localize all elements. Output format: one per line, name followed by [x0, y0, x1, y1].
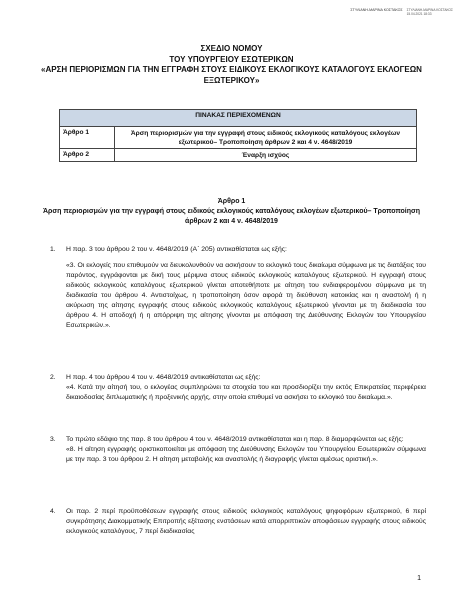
signer-name: ΣΤΥΛΙΑΝΗ-ΜΑΡΙΝΑ ΚΟΣΤΑΚΟΣ — [350, 8, 403, 12]
item-number: 4. — [50, 508, 56, 515]
item-number: 2. — [50, 374, 56, 381]
signer-name: ΣΤΥΛΙΑΝΗ-ΜΑΡΙΝΑ ΚΟΣΤΑΚΟΣ — [406, 8, 453, 12]
toc-heading: ΠΙΝΑΚΑΣ ΠΕΡΙΕΧΟΜΕΝΩΝ — [60, 110, 417, 127]
toc-description: Έναρξη ισχύος — [115, 149, 417, 162]
article-label: Άρθρο 1 — [217, 198, 246, 205]
toc-article: Άρθρο 2 — [60, 149, 115, 162]
document-header — [40, 44, 423, 86]
list-item — [50, 435, 426, 465]
signature-left — [350, 8, 402, 16]
digital-signature — [350, 8, 453, 16]
title-draft-law: ΣΧΕΔΙΟ ΝΟΜΟΥ — [200, 44, 263, 53]
page-number: 1 — [417, 575, 421, 582]
title-ministry: ΤΟΥ ΥΠΟΥΡΓΕΙΟΥ ΕΣΩΤΕΡΙΚΩΝ — [169, 54, 294, 64]
list-item — [50, 245, 426, 331]
item-number: 1. — [50, 246, 56, 253]
toc-article: Άρθρο 1 — [60, 127, 115, 149]
table-of-contents — [59, 109, 417, 162]
article-title: Άρση περιορισμών για την εγγραφή στους ειδικούς εκλογικούς καταλόγους εκλογέων εξωτερικού– Τροποποίηση άρθρων 2 και 4 ν. 4648/2019 — [42, 208, 421, 225]
title-subject: «ΑΡΣΗ ΠΕΡΙΟΡΙΣΜΩΝ ΓΙΑ ΤΗΝ ΕΓΓΡΑΦΗ ΣΤΟΥΣ ΕΙΔΙΚΟΥΣ ΕΚΛΟΓΙΚΟΥΣ ΚΑΤΑΛΟΓΟΥΣ ΕΚΛΟΓΕΩΝ ΕΞΩΤΕΡΙΚΟΥ» — [41, 65, 422, 85]
item-intro: Το πρώτο εδάφιο της παρ. 8 του άρθρου 4 του ν. 4648/2019 αντικαθίσταται και η παρ. 8 διαμορφώνεται ως εξής: — [66, 436, 404, 443]
item-quote: «8. Η αίτηση εγγραφής οριστικοποιείται με απόφαση της Διεύθυνσης Εκλογών του Υπουργείου Εσωτερικών σύμφωνα με την παρ. 3 του άρθρου 2. Η αίτηση μεταβολής και αναστολής ή διαγραφής γίνεται αμέσως οριστική.». — [66, 446, 426, 463]
item-quote: «3. Οι εκλογείς που επιθυμούν να διευκολυνθούν να ασκήσουν το εκλογικό τους δικαίωμα σύμφωνα με τις διατάξεις του παρόντος, εγγράφονται με δική τους μέριμνα στους ειδικούς εκλογικούς καταλόγους εξωτερικού. Η εγγραφή στους ειδικούς εκλογικούς καταλόγους εξωτερικού γίνεται αποτεθήποτε με αίτηση του ενδιαφερομένου σύμφωνα με τη διαδικασία του άρθρου 4. Αντιστοίχως, η τροποποίηση όσον αφορά τη διεύθυνση κατοικίας και η αναστολή ή η ακύρωση της αίτησης εγγραφής στους ειδικούς εκλογικούς καταλόγους εξωτερικού γίνονται με τη διαδικασία του άρθρου 4. Η αποδοχή ή η απόρριψη της αίτησης γίνονται με απόφαση της Διεύθυνσης Εκλογών του Υπουργείου Εσωτερικών.». — [66, 262, 426, 329]
item-intro: Οι παρ. 2 περί προϋποθέσεων εγγραφής στους ειδικούς εκλογικούς καταλόγους ψηφοφόρων εξωτερικού, 6 περί συγκρότησης Διακομματικής Επιτροπής εξέτασης ενστάσεων κατά απορριπτικών αποφάσεων εγγραφής στους ειδικούς εκλογικούς καταλόγους, 7 περί διαδικασίας — [66, 508, 426, 535]
toc-row — [60, 149, 417, 162]
list-item — [50, 507, 426, 537]
item-number: 3. — [50, 436, 56, 443]
signature-right — [407, 8, 453, 16]
article-heading — [40, 197, 423, 227]
item-intro: Η παρ. 3 του άρθρου 2 του ν. 4648/2019 (Α΄ 205) αντικαθίσταται ως εξής: — [66, 246, 287, 253]
signature-date: 15.04.2021 18:33 — [406, 12, 432, 16]
list-item — [50, 373, 426, 403]
toc-description: Άρση περιορισμών για την εγγραφή στους ειδικούς εκλογικούς καταλόγους εκλογέων εξωτερικού– Τροποποίηση άρθρων 2 και 4 ν. 4648/2019 — [115, 127, 417, 149]
item-intro: Η παρ. 4 του άρθρου 4 του ν. 4648/2019 αντικαθίσταται ως εξής: — [66, 374, 261, 381]
item-quote: «4. Κατά την αίτησή του, ο εκλογέας συμπληρώνει τα στοιχεία του και προσδιορίζει την εκτός Επικρατείας περιφέρεια δικαιοδοσίας διπλωματικής ή προξενικής αρχής, στην οποία επιθυμεί να ασκήσει το εκλογικό του δικαίωμα.». — [66, 384, 426, 401]
toc-row — [60, 127, 417, 149]
